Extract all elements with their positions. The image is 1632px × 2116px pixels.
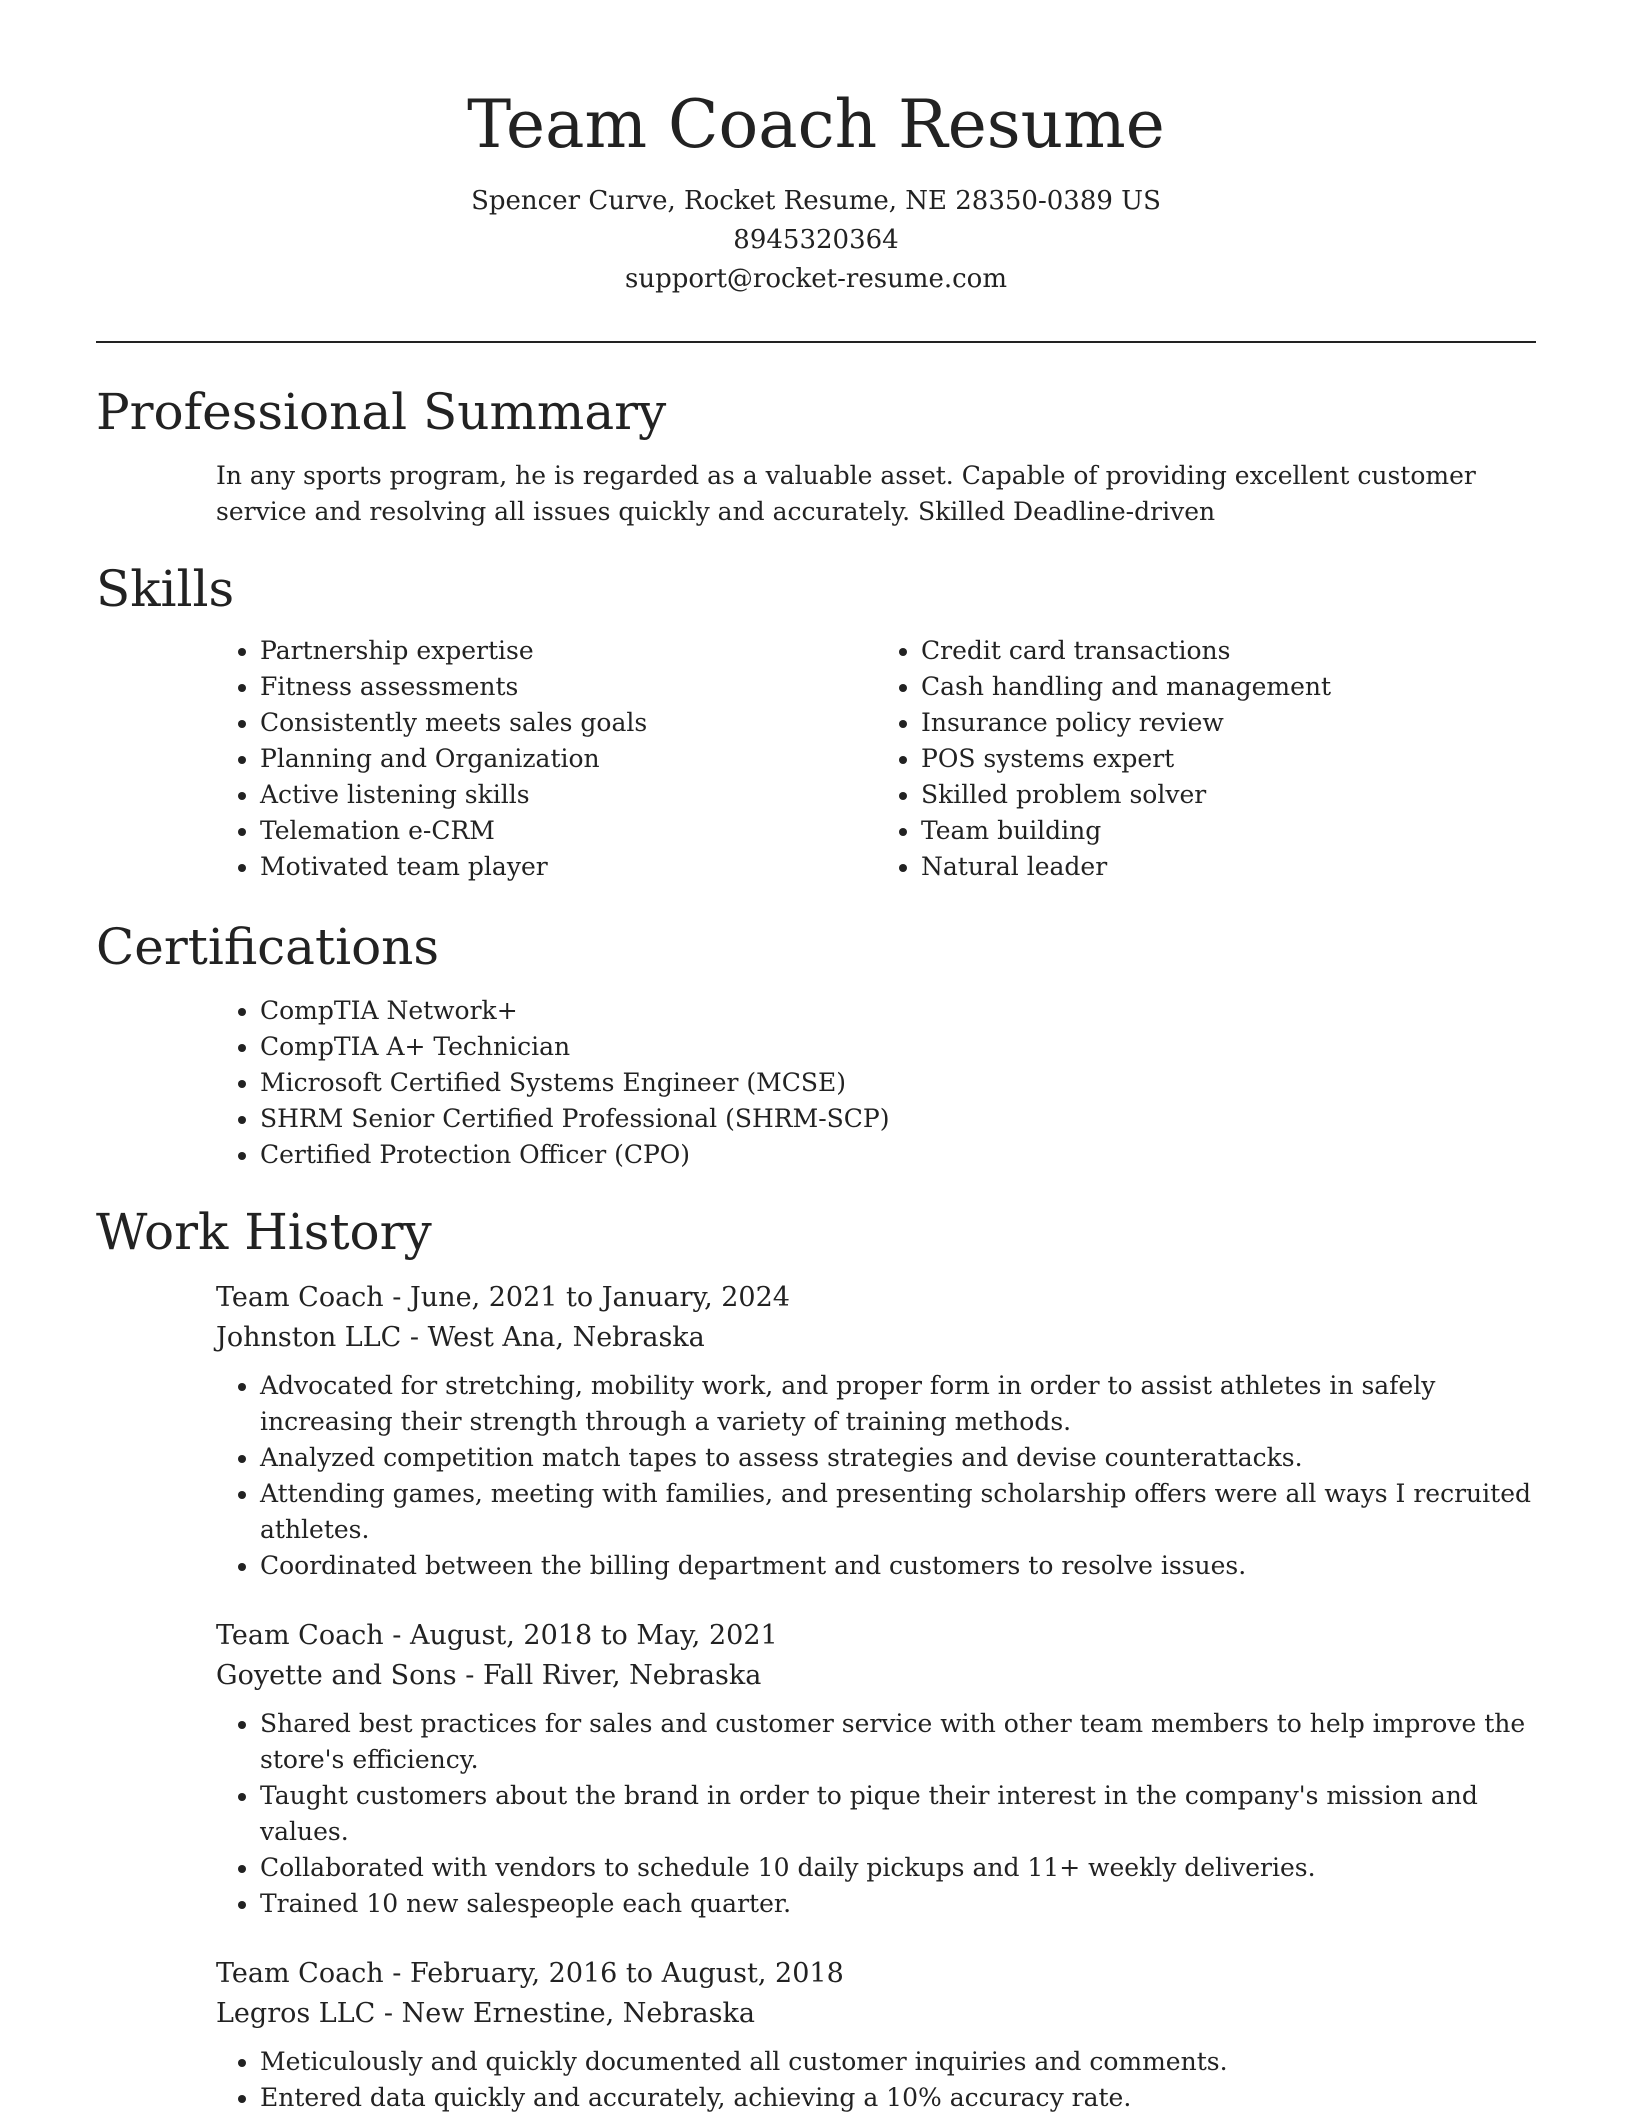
certification-item: • Certified Protection Officer (CPO) (260, 1137, 1538, 1173)
work-history-section (96, 1200, 1536, 2116)
contact-phone: 8945320364 (733, 225, 899, 255)
job-bullet: • Meticulously and quickly documented all customer inquiries and comments. (260, 2044, 1538, 2080)
job-company-line: Goyette and Sons - Fall River, Nebraska (216, 1660, 762, 1691)
job-bullet: • Trained 10 new salespeople each quarter. (260, 1886, 1538, 1922)
contact-email: support@rocket-resume.com (624, 264, 1007, 294)
skill-item: • Natural leader (921, 849, 1538, 885)
skills-right-list (877, 633, 1538, 885)
skill-item: • Cash handling and management (921, 669, 1538, 705)
contact-address: Spencer Curve, Rocket Resume, NE 28350-0389 US (471, 186, 1161, 216)
skill-item: • POS systems expert (921, 741, 1538, 777)
skill-item: • Consistently meets sales goals (260, 705, 877, 741)
job-bullets (216, 1706, 1538, 1922)
resume-header (0, 80, 1632, 299)
job-title-line: Team Coach - June, 2021 to January, 2024 (216, 1282, 790, 1313)
job-entry (216, 1278, 1538, 1584)
certification-item: • CompTIA A+ Technician (260, 1029, 1538, 1065)
job-bullet: • Entered data quickly and accurately, achieving a 10% accuracy rate. (260, 2080, 1538, 2116)
skill-item: • Partnership expertise (260, 633, 877, 669)
work-history-heading: Work History (96, 1203, 432, 1261)
certifications-list (216, 993, 1538, 1173)
contact-block (0, 182, 1632, 299)
skill-item: • Telemation e-CRM (260, 813, 877, 849)
job-bullet: • Shared best practices for sales and customer service with other team members to help improve the store's efficiency. (260, 1706, 1538, 1778)
certification-item: • SHRM Senior Certified Professional (SHRM-SCP) (260, 1101, 1538, 1137)
summary-section (96, 380, 1536, 530)
certifications-block (216, 993, 1538, 1173)
skills-section (96, 557, 1536, 885)
job-bullet: • Collaborated with vendors to schedule 10 daily pickups and 11+ weekly deliveries. (260, 1850, 1538, 1886)
job-bullet: • Taught customers about the brand in order to pique their interest in the company's mission and values. (260, 1778, 1538, 1850)
skills-grid (216, 633, 1538, 885)
job-bullet: • Coordinated between the billing department and customers to resolve issues. (260, 1548, 1538, 1584)
summary-text: In any sports program, he is regarded as a valuable asset. Capable of providing excellent customer service and resolving all issues quickly and accurately. Skilled Deadline-driven (216, 461, 1476, 526)
job-title-line: Team Coach - August, 2018 to May, 2021 (216, 1620, 778, 1651)
certification-item: • CompTIA Network+ (260, 993, 1538, 1029)
skills-heading: Skills (96, 560, 235, 618)
skill-item: • Credit card transactions (921, 633, 1538, 669)
skill-item: • Planning and Organization (260, 741, 877, 777)
job-bullet: • Analyzed competition match tapes to assess strategies and devise counterattacks. (260, 1440, 1538, 1476)
certification-item: • Microsoft Certified Systems Engineer (MCSE) (260, 1065, 1538, 1101)
job-bullet: • Attending games, meeting with families, and presenting scholarship offers were all ways I recruited athletes. (260, 1476, 1538, 1548)
skill-item: • Fitness assessments (260, 669, 877, 705)
job-bullets (216, 1368, 1538, 1584)
skills-left-list (216, 633, 877, 885)
certifications-section (96, 915, 1536, 1173)
skill-item: • Active listening skills (260, 777, 877, 813)
skill-item: • Insurance policy review (921, 705, 1538, 741)
job-entry (216, 1954, 1538, 2116)
resume-title: Team Coach Resume (467, 86, 1165, 163)
job-entry (216, 1616, 1538, 1922)
job-bullet: • Advocated for stretching, mobility work, and proper form in order to assist athletes in safely increasing their strength through a variety of training methods. (260, 1368, 1538, 1440)
job-company-line: Johnston LLC - West Ana, Nebraska (216, 1322, 705, 1353)
job-title-line: Team Coach - February, 2016 to August, 2018 (216, 1958, 844, 1989)
job-bullets (216, 2044, 1538, 2116)
skill-item: • Skilled problem solver (921, 777, 1538, 813)
certifications-heading: Certifications (96, 918, 440, 976)
skill-item: • Motivated team player (260, 849, 877, 885)
summary-heading: Professional Summary (96, 383, 667, 441)
skill-item: • Team building (921, 813, 1538, 849)
header-divider (96, 341, 1536, 343)
job-company-line: Legros LLC - New Ernestine, Nebraska (216, 1998, 755, 2029)
